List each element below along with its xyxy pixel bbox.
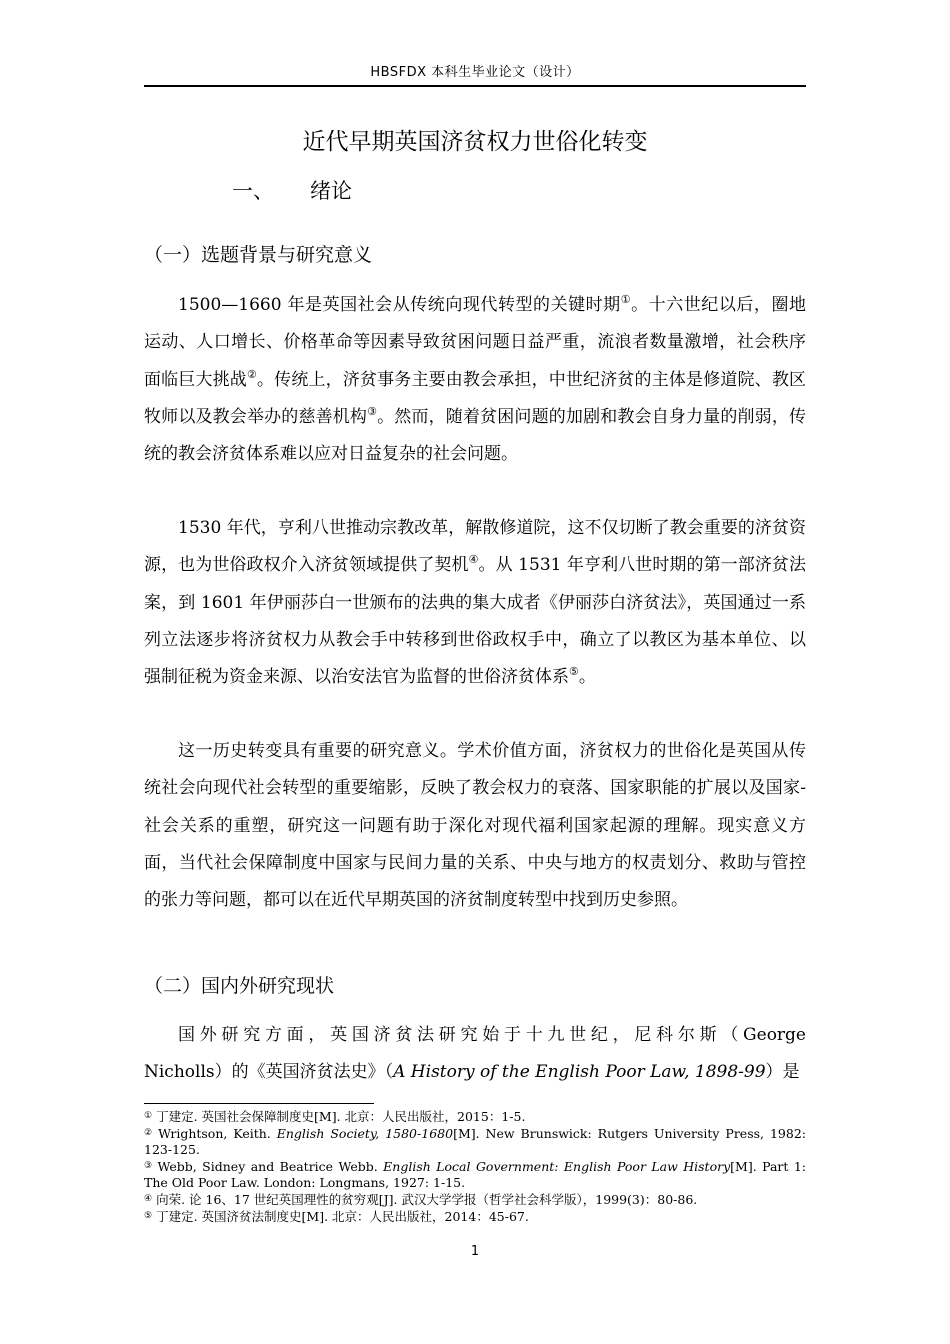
paragraph-text: 。从 1531 年亨利八世时期的第一部济贫法案，到 1601 年伊丽莎白一世颁布的法典的集大成者《伊丽莎白济贫法》，英国通过一系列立法逐步将济贫权力从教会手中转移到世俗政权手中，确立了以教区为基本单位、以强制征税为资金来源、以治安法官为监督的世俗济贫体系 xyxy=(144,555,807,688)
paragraph-text: 1530 年代，亨利八世推动宗教改革，解散修道院，这不仅切断了教会重要的济贫资源，也为世俗政权介入济贫领域提供了契机 xyxy=(144,518,806,576)
paragraph-text: 。 xyxy=(578,667,596,688)
subsection-heading-background: （一）选题背景与研究意义 xyxy=(144,244,373,266)
paragraph-text: 。十六世纪以后，圈地运动、人口增长、价格革命等因素导致贫困问题日益严重，流浪者数量激增，社会秩序面临巨大挑战 xyxy=(144,295,806,390)
footnote-item xyxy=(144,1125,806,1158)
paragraph-text: 。传统上，济贫事务主要由教会承担，中世纪济贫的主体是修道院、教区牧师以及教会举办的慈善机构 xyxy=(144,369,806,427)
footnote-mark: ⑤ xyxy=(144,1211,153,1221)
footnote-ref[interactable]: ① xyxy=(620,293,632,306)
paragraph-text: 。然而，随着贫困问题的加剧和教会自身力量的削弱，传统的教会济贫体系难以应对日益复杂的社会问题。 xyxy=(144,406,807,465)
footnote-item xyxy=(144,1108,806,1125)
header-rule xyxy=(144,85,806,87)
running-header: HBSFDX 本科生毕业论文（设计） xyxy=(370,65,580,80)
footnote-separator xyxy=(144,1103,374,1104)
footnote-italic: English Local Government: English Poor Law History xyxy=(383,1159,731,1174)
paper-title: 近代早期英国济贫权力世俗化转变 xyxy=(302,129,648,155)
book-title-italic: A History of the English Poor Law, 1898-99 xyxy=(393,1062,766,1083)
footnote-text: 丁建定. 英国济贫法制度史[M]. 北京：人民出版社，2014：45-67. xyxy=(156,1209,529,1224)
footnote-list xyxy=(144,1108,806,1225)
footnote-item xyxy=(144,1158,806,1191)
footnote-ref[interactable]: ③ xyxy=(367,404,378,418)
footnote-text: 向荣. 论 16、17 世纪英国理性的贫穷观[J]. 武汉大学学报（哲学社会科学版），1999(3)：80-86. xyxy=(156,1192,698,1207)
paragraph-significance: 这一历史转变具有重要的研究意义。学术价值方面，济贫权力的世俗化是英国从传统社会向现代社会转型的重要缩影，反映了教会权力的衰落、国家职能的扩展以及国家-社会关系的重塑，研究这一问题有助于深化对现代福利国家起源的理解。现实意义方面，当代社会保障制度中国家与民间力量的关系、中央与地方的权责划分、救助与管控的张力等问题，都可以在近代早期英国的济贫制度转型中找到历史参照。 xyxy=(144,741,806,911)
footnote-mark: ① xyxy=(144,1111,153,1121)
paragraph-background xyxy=(144,287,806,473)
footnote-text: Webb, Sidney and Beatrice Webb. xyxy=(157,1159,384,1174)
paragraph-research-status xyxy=(144,1017,806,1092)
subsection-heading-research-status: （二）国内外研究现状 xyxy=(144,975,335,997)
footnote-ref[interactable]: ② xyxy=(246,367,257,381)
paragraph-text: George Nicholls）的《英国济贫法史》（ xyxy=(144,1025,806,1083)
footnote-mark: ③ xyxy=(144,1161,154,1171)
footnote-text: Wrightson, Keith. xyxy=(158,1126,277,1141)
section-heading xyxy=(232,176,352,206)
footnote-ref[interactable]: ⑤ xyxy=(569,665,579,679)
footnote-item xyxy=(144,1208,806,1225)
footnote-text: [M]. New Brunswick: Rutgers University Press, 1982: 123-125. xyxy=(144,1126,806,1157)
paragraph-reform xyxy=(144,510,806,696)
page-number: 1 xyxy=(470,1244,480,1259)
footnote-ref[interactable]: ④ xyxy=(468,553,479,567)
footnote-item xyxy=(144,1191,806,1208)
paragraph-text: ）是 xyxy=(765,1062,800,1083)
paragraph-text: 1500—1660 年是英国社会从传统向现代转型的关键时期 xyxy=(178,295,621,315)
footnote-mark: ② xyxy=(144,1128,155,1138)
paragraph-text: 国外研究方面，英国济贫法研究始于十九世纪，尼科尔斯（ xyxy=(178,1025,744,1045)
footnote-italic: English Society, 1580-1680 xyxy=(276,1126,454,1141)
section-label: 绪论 xyxy=(310,179,352,203)
footnote-text: 丁建定. 英国社会保障制度史[M]. 北京：人民出版社，2015：1-5. xyxy=(156,1109,526,1124)
footnote-mark: ④ xyxy=(144,1194,153,1204)
footnote-text: [M]. Part 1: The Old Poor Law. London: Longmans, 1927: 1-15. xyxy=(144,1159,807,1190)
section-number: 一、 xyxy=(232,179,274,203)
